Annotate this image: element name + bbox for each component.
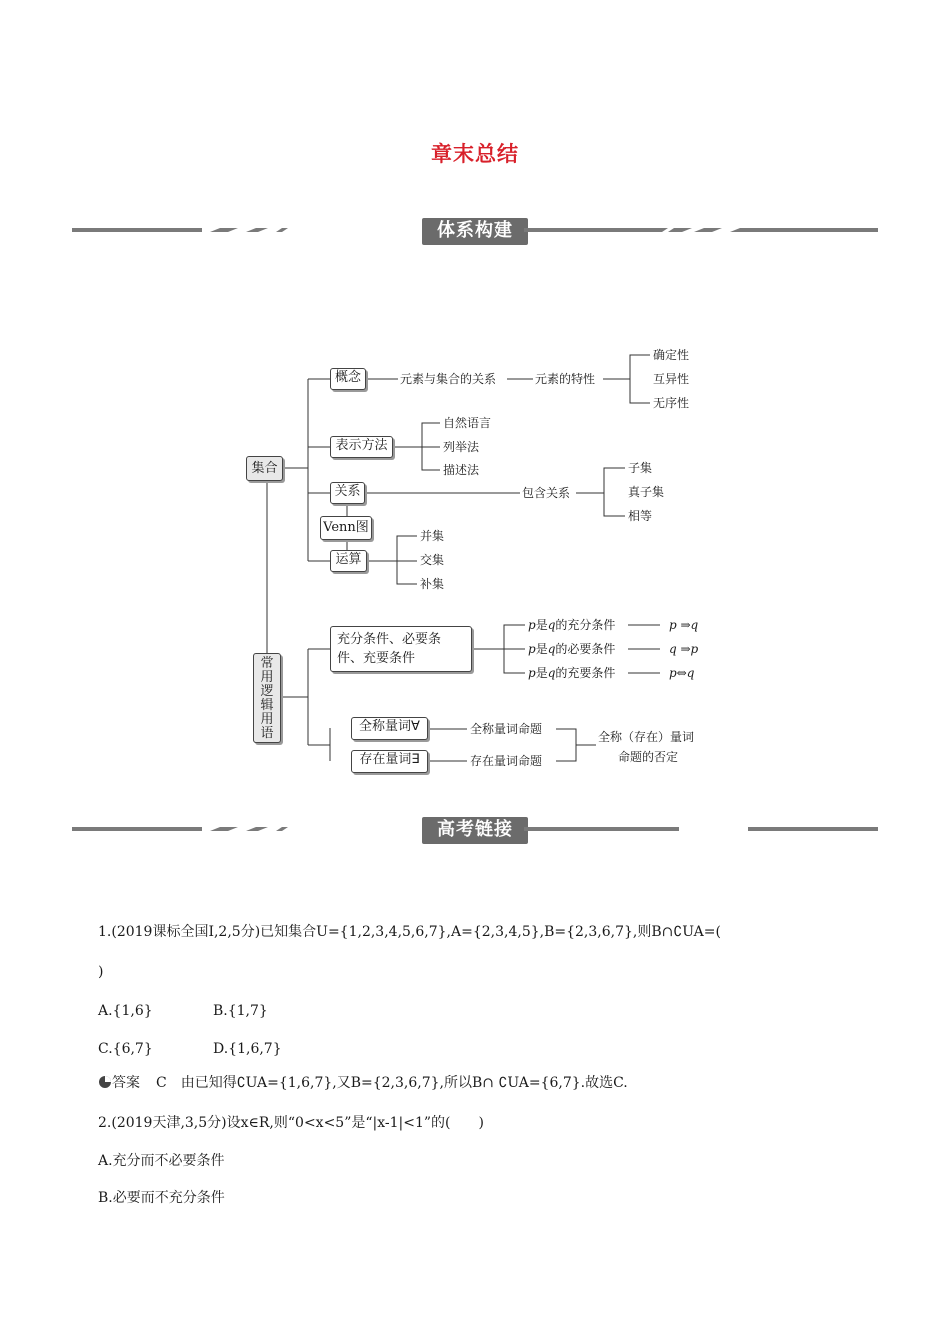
text-rest: 的充分条件 (555, 618, 616, 632)
label-elem-features: 元素的特性 (535, 372, 596, 386)
label-operation: 并集 (420, 529, 445, 543)
question-2-option-b: B.必要而不充分条件 (98, 1190, 225, 1206)
node-relation: 关系 (330, 482, 365, 504)
node-conditions: 充分条件、必要条件、充要条件 (330, 626, 472, 672)
label-condition-item (528, 665, 615, 681)
label-implication: p ⇒q (669, 618, 699, 632)
var-p: p (528, 642, 536, 656)
node-logic-char: 辑 (260, 698, 274, 713)
label-existential-prop: 存在量词命题 (470, 754, 543, 768)
text-is: 是 (535, 666, 548, 680)
page-title: 章末总结 (431, 142, 519, 166)
banner-label-system: 体系构建 (437, 220, 513, 241)
section-banner-gaokao (72, 815, 878, 845)
node-logic-char: 语 (260, 726, 274, 741)
label-condition-item (528, 617, 615, 633)
text-rest: 的必要条件 (555, 642, 616, 656)
node-existential: 存在量词∃ (351, 750, 428, 773)
label-implication: p⇔q (669, 666, 695, 680)
label-inclusion-item: 子集 (628, 461, 653, 475)
answer-icon (98, 1075, 112, 1089)
question-1-stem-end: ) (98, 964, 104, 980)
label-rep-method: 列举法 (443, 440, 480, 454)
node-concept: 概念 (330, 368, 366, 390)
var-q: q (547, 666, 556, 680)
question-1-stem: 1.(2019课标全国Ⅰ,2,5分)已知集合U={1,2,3,4,5,6,7},A={2,3,4,5},B={2,3,6,7},则B∩∁UA=( (98, 924, 721, 940)
answer-label: 答案 (112, 1075, 140, 1091)
text-rest: 的充要条件 (555, 666, 616, 680)
label-operation: 补集 (420, 577, 445, 591)
label-negation-line2: 命题的否定 (618, 750, 679, 764)
label-rep-method: 自然语言 (443, 416, 492, 430)
node-representation: 表示方法 (330, 436, 393, 458)
node-logic (253, 653, 281, 743)
node-logic-char: 逻 (260, 684, 274, 699)
node-venn: Venn图 (320, 516, 372, 540)
label-feature: 互异性 (653, 372, 690, 386)
label-inclusion-item: 真子集 (628, 485, 665, 499)
banner-label-gaokao: 高考链接 (437, 819, 513, 840)
label-inclusion: 包含关系 (522, 486, 571, 500)
label-rep-method: 描述法 (443, 463, 480, 477)
question-1-option-a: A.{1,6} (98, 1003, 153, 1019)
question-1-option-d: D.{1,6,7} (213, 1041, 282, 1057)
label-negation-line1: 全称（存在）量词 (598, 730, 695, 744)
label-implication: q ⇒p (669, 642, 699, 656)
text-is: 是 (535, 642, 548, 656)
label-inclusion-item: 相等 (628, 509, 653, 523)
text-is: 是 (535, 618, 548, 632)
label-condition-item (528, 641, 615, 657)
node-logic-char: 用 (260, 712, 274, 727)
answer-text: C 由已知得∁UA={1,6,7},又B={2,3,6,7},所以B∩ ∁UA={6,7}.故选C. (156, 1075, 628, 1091)
label-universal-prop: 全称量词命题 (470, 722, 543, 736)
label-feature: 确定性 (653, 348, 690, 362)
node-universal: 全称量词∀ (351, 717, 428, 740)
var-p: p (528, 618, 536, 632)
var-p: p (528, 666, 536, 680)
label-elem-set-rel: 元素与集合的关系 (400, 372, 497, 386)
node-operation: 运算 (330, 550, 367, 572)
label-operation: 交集 (420, 553, 445, 567)
var-q: q (547, 618, 556, 632)
node-set: 集合 (246, 456, 283, 481)
node-logic-char: 常 (260, 656, 274, 671)
question-1-option-b: B.{1,7} (213, 1003, 268, 1019)
question-2-stem: 2.(2019天津,3,5分)设x∈R,则“0<x<5”是“|x-1|<1”的( ) (98, 1115, 484, 1131)
question-1-option-c: C.{6,7} (98, 1041, 153, 1057)
node-logic-char: 用 (260, 670, 274, 685)
label-feature: 无序性 (653, 396, 690, 410)
var-q: q (547, 642, 556, 656)
question-2-option-a: A.充分而不必要条件 (98, 1153, 225, 1169)
question-1-answer (98, 1073, 628, 1093)
